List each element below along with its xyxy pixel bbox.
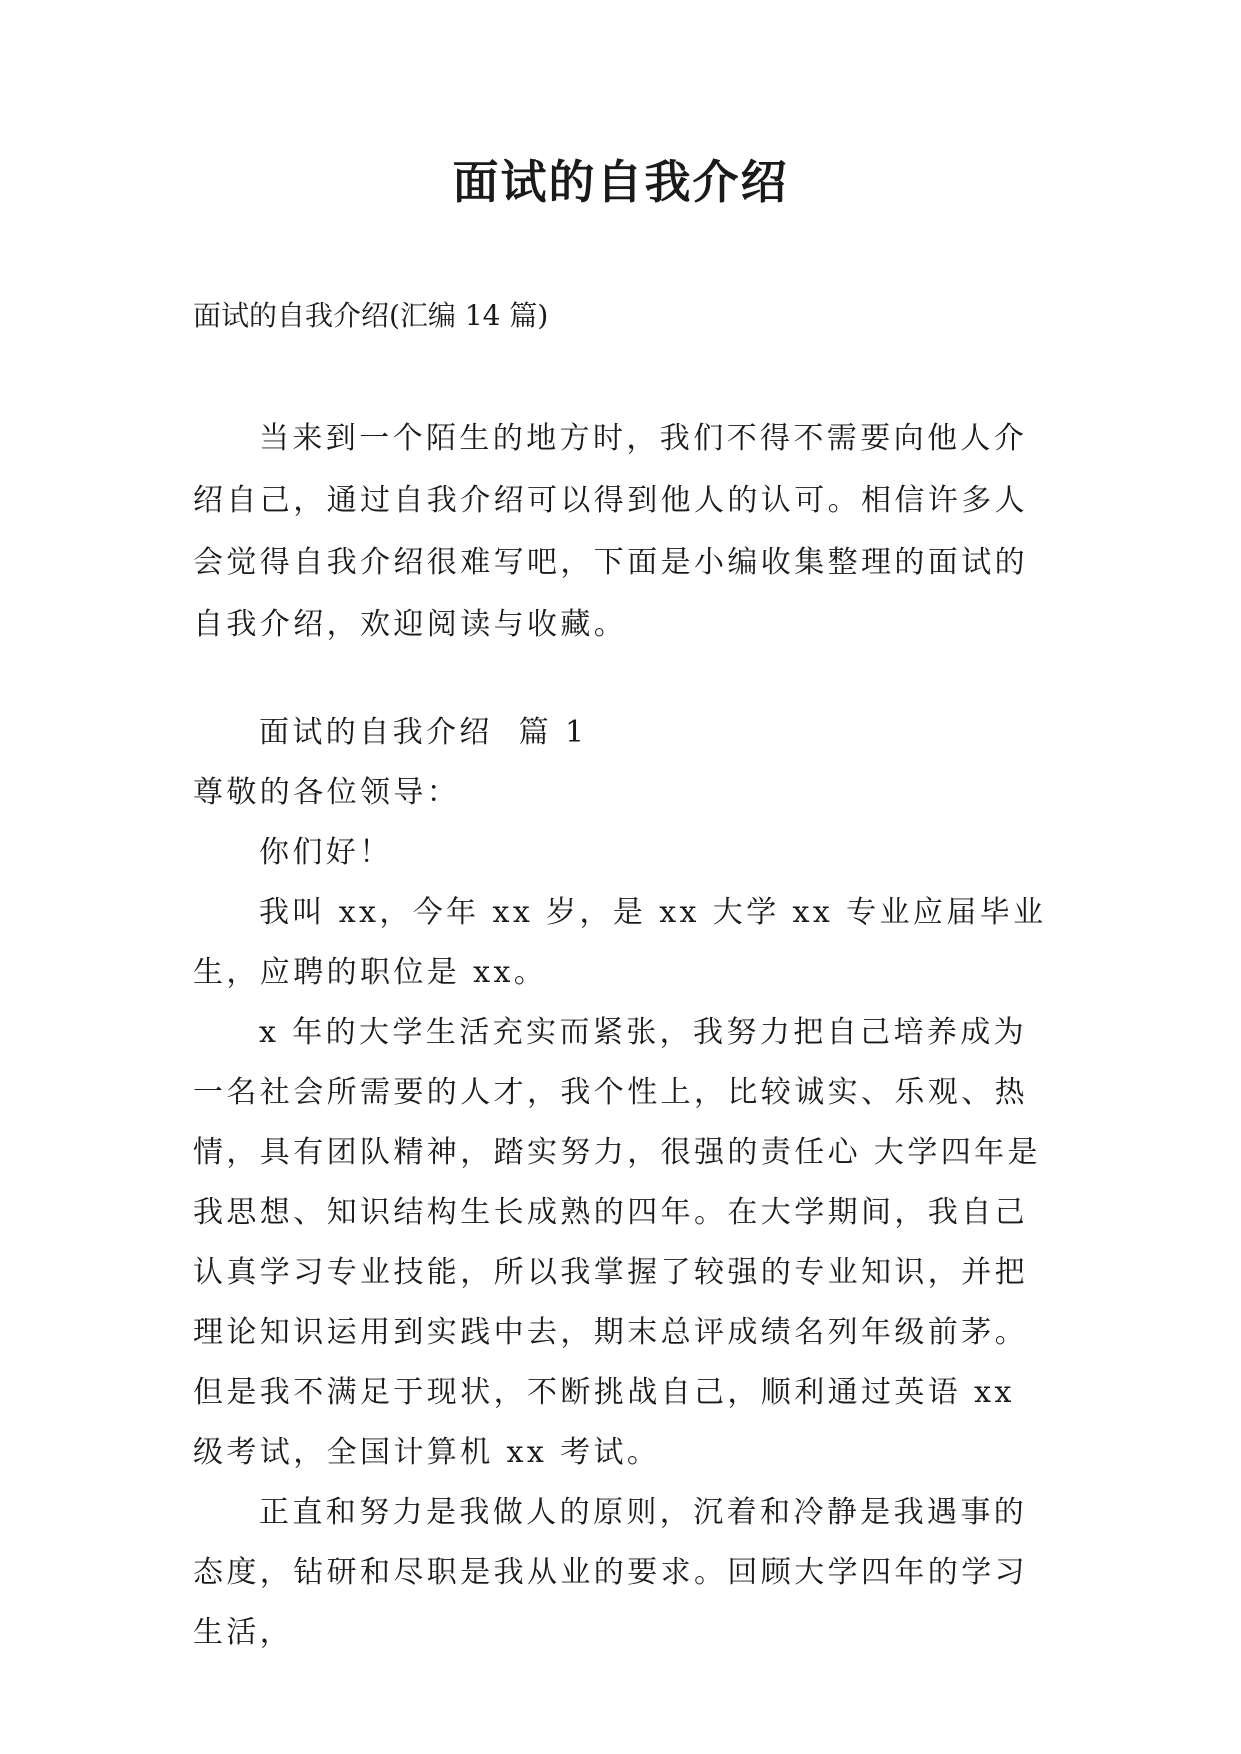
greeting: 你们好！: [259, 835, 393, 870]
intro-paragraph: 当来到一个陌生的地方时，我们不得不需要向他人介绍自己，通过自我介绍可以得到他人的认可。相信许多人会觉得自我介绍很难写吧，下面是小编收集整理的面试的自我介绍，欢迎阅读与收藏。: [193, 421, 1028, 642]
body-paragraph: 正直和努力是我做人的原则，沉着和冷静是我遇事的态度，钻研和尽职是我从业的要求。回顾大学四年的学习生活，: [193, 1495, 1028, 1650]
document-title: 面试的自我介绍: [452, 155, 789, 209]
section-block: [193, 703, 1053, 1663]
salutation: 尊敬的各位领导：: [193, 775, 461, 810]
body-paragraph: 我叫 xx，今年 xx 岁，是 xx 大学 xx 专业应届毕业生，应聘的职位是 xx。: [193, 895, 1047, 990]
document-subtitle: 面试的自我介绍(汇编 14 篇): [193, 299, 549, 332]
section-heading: 面试的自我介绍 篇 1: [259, 715, 588, 750]
body-paragraph: x 年的大学生活充实而紧张，我努力把自己培养成为一名社会所需要的人才，我个性上，比较诚实、乐观、热情，具有团队精神，踏实努力，很强的责任心 大学四年是我思想、知识结构生长成熟的四年。在大学期间，我自己认真学习专业技能，所以我掌握了较强的专业知识，并把理论知识运用到实践中去，期末总评成绩名列年级前茅。但是我不满足于现状，不断挑战自己，顺利通过英语 xx 级考试，全国计算机 xx 考试。: [193, 1015, 1041, 1470]
intro-block: [193, 408, 1053, 656]
